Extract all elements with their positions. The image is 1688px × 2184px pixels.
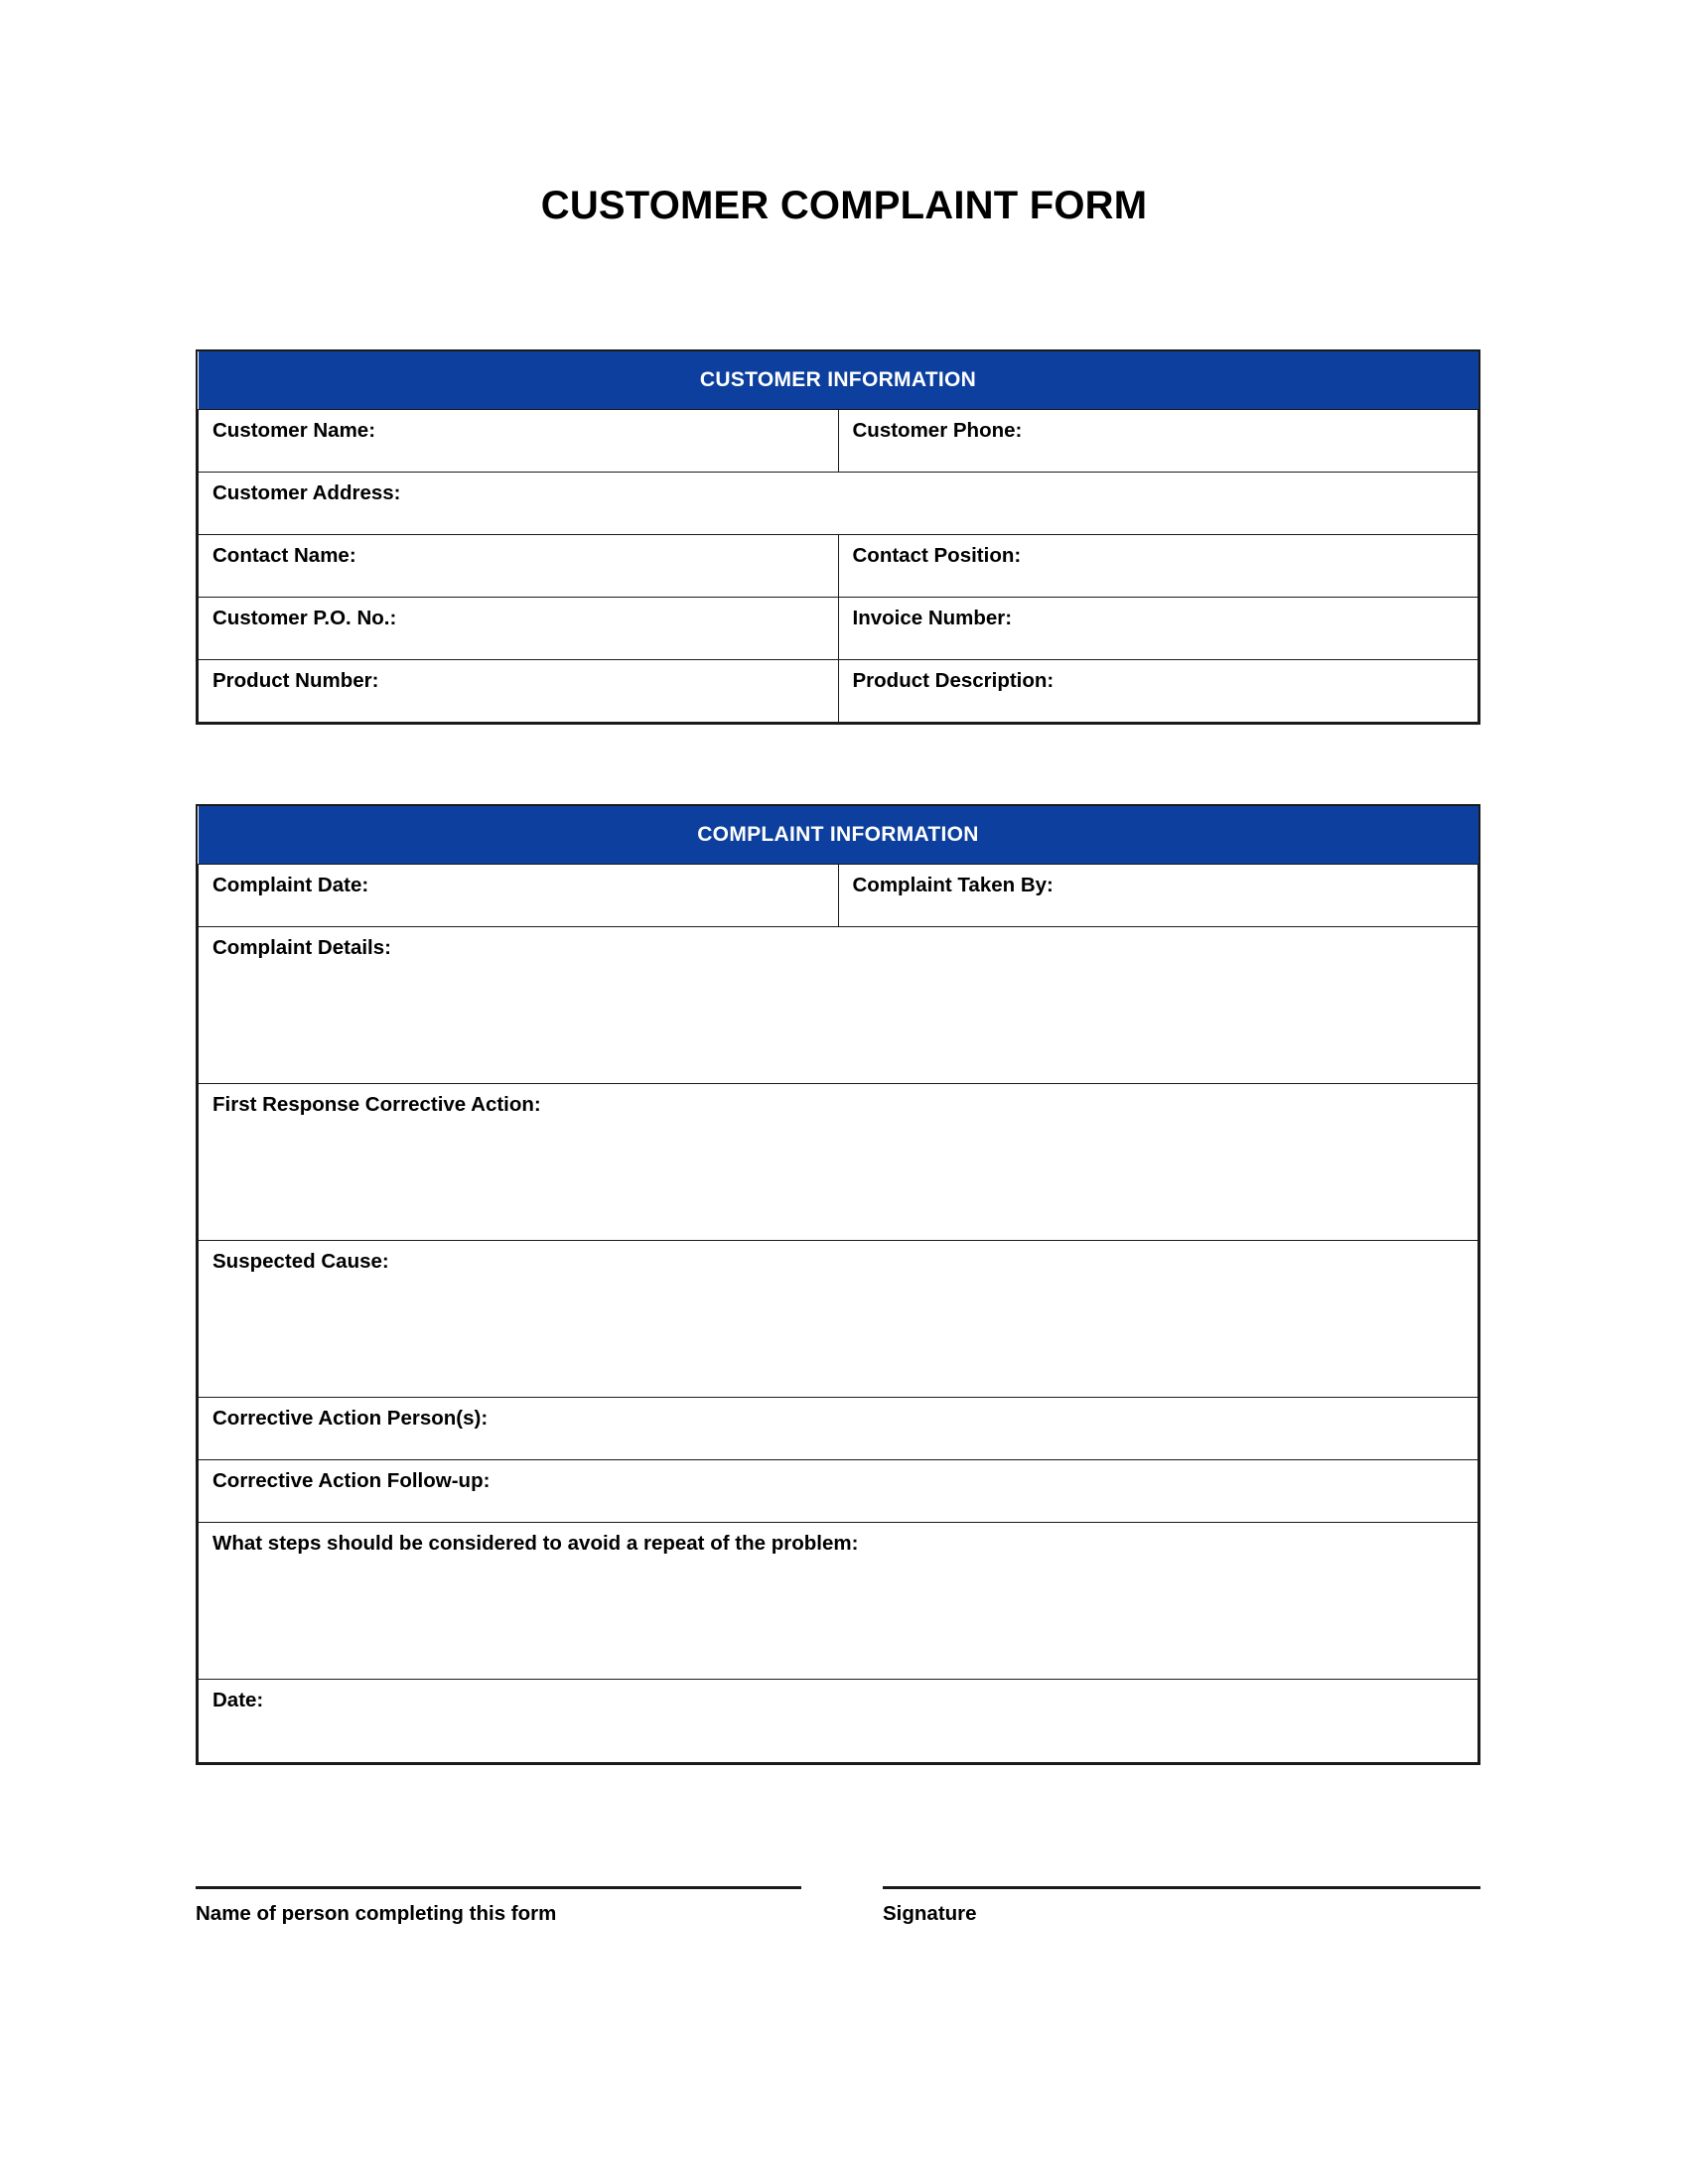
field-customer-address[interactable]: Customer Address:	[199, 472, 1478, 534]
complaint-section-header-row	[199, 806, 1478, 864]
field-first-response-corrective-action[interactable]: First Response Corrective Action:	[199, 1083, 1478, 1240]
field-contact-position[interactable]: Contact Position:	[838, 534, 1478, 597]
signature-label: Signature	[883, 1902, 977, 1925]
field-corrective-action-persons[interactable]: Corrective Action Person(s):	[199, 1397, 1478, 1459]
field-product-description[interactable]: Product Description:	[838, 659, 1478, 722]
signature-block	[883, 1886, 1480, 1926]
field-complaint-taken-by[interactable]: Complaint Taken By:	[838, 864, 1478, 926]
signature-area	[196, 1886, 1480, 2005]
field-customer-phone[interactable]: Customer Phone:	[838, 409, 1478, 472]
table-row	[199, 1397, 1478, 1459]
field-complaint-details[interactable]: Complaint Details:	[199, 926, 1478, 1083]
field-avoid-repeat-steps[interactable]: What steps should be considered to avoid a repeat of the problem:	[199, 1522, 1478, 1679]
signature-line[interactable]	[883, 1886, 1480, 1889]
customer-information-table	[196, 349, 1480, 725]
field-date[interactable]: Date:	[199, 1679, 1478, 1762]
field-corrective-action-follow-up[interactable]: Corrective Action Follow-up:	[199, 1459, 1478, 1522]
customer-section-header-row	[199, 351, 1478, 409]
table-row	[199, 659, 1478, 722]
field-customer-po-no[interactable]: Customer P.O. No.:	[199, 597, 839, 659]
table-row	[199, 864, 1478, 926]
field-suspected-cause[interactable]: Suspected Cause:	[199, 1240, 1478, 1397]
complaint-information-table	[196, 804, 1480, 1765]
field-invoice-number[interactable]: Invoice Number:	[838, 597, 1478, 659]
name-signature-block	[196, 1886, 801, 1926]
table-row	[199, 1083, 1478, 1240]
table-row	[199, 597, 1478, 659]
field-complaint-date[interactable]: Complaint Date:	[199, 864, 839, 926]
table-row	[199, 1522, 1478, 1679]
name-signature-label: Name of person completing this form	[196, 1902, 557, 1925]
table-row	[199, 926, 1478, 1083]
table-row	[199, 1679, 1478, 1762]
field-customer-name[interactable]: Customer Name:	[199, 409, 839, 472]
field-contact-name[interactable]: Contact Name:	[199, 534, 839, 597]
field-product-number[interactable]: Product Number:	[199, 659, 839, 722]
table-row	[199, 409, 1478, 472]
customer-information-grid	[198, 351, 1478, 723]
customer-information-body	[199, 351, 1478, 722]
name-signature-line[interactable]	[196, 1886, 801, 1889]
complaint-information-body	[199, 806, 1478, 1762]
complaint-information-grid	[198, 806, 1478, 1763]
page-title: CUSTOMER COMPLAINT FORM	[540, 184, 1148, 227]
table-row	[199, 1459, 1478, 1522]
customer-section-header: CUSTOMER INFORMATION	[199, 351, 1478, 409]
table-row	[199, 1240, 1478, 1397]
complaint-section-header: COMPLAINT INFORMATION	[199, 806, 1478, 864]
table-row	[199, 534, 1478, 597]
table-row	[199, 472, 1478, 534]
